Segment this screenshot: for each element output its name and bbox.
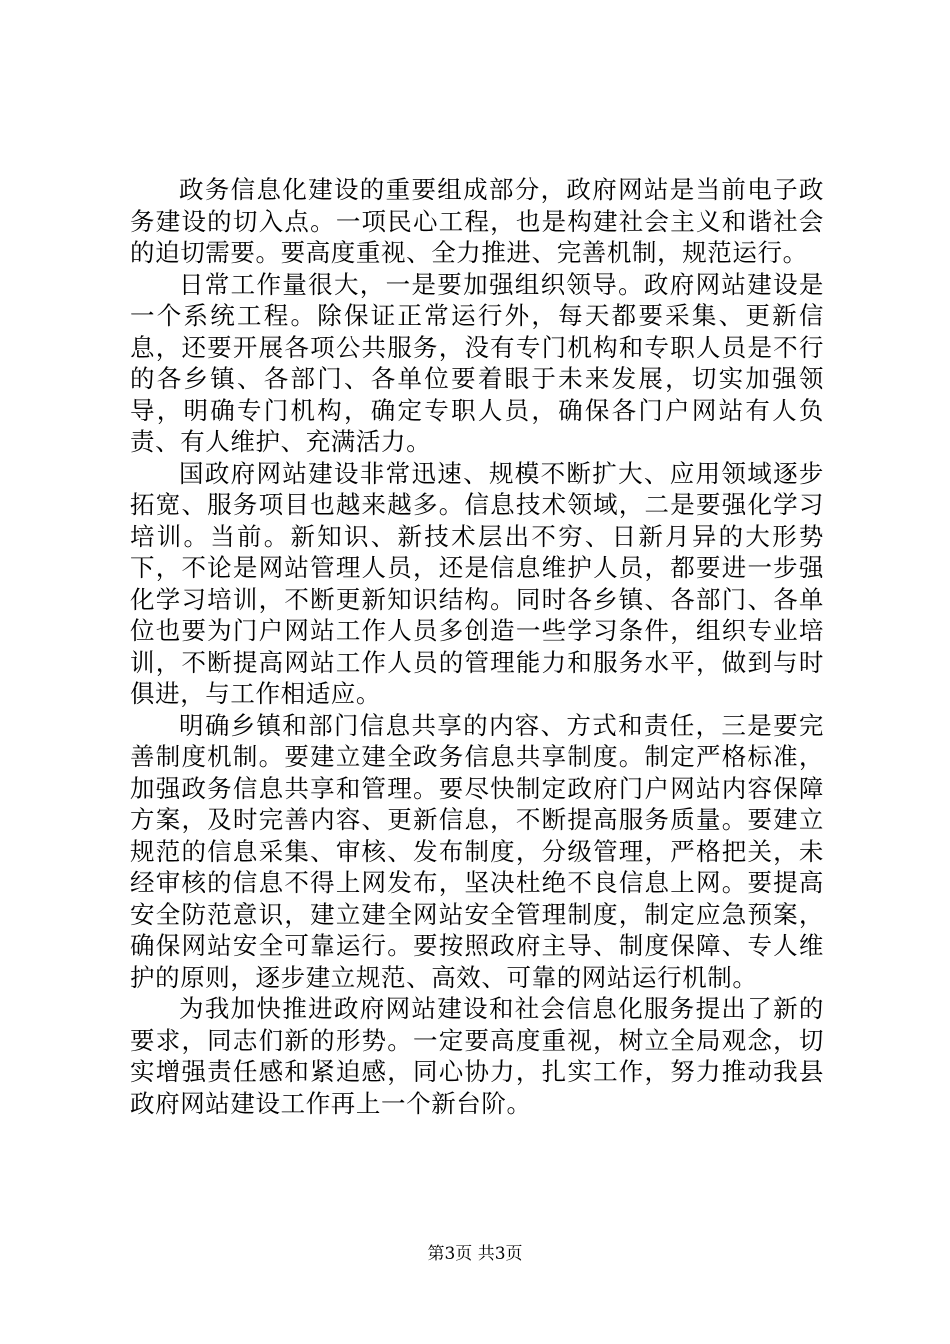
document-body xyxy=(130,174,824,1119)
paragraph-5: 为我加快推进政府网站建设和社会信息化服务提出了新的要求，同志们新的形势。一定要高度重视，树立全局观念，切实增强责任感和紧迫感，同心协力，扎实工作，努力推动我县政府网站建设工作再上一个新台阶。 xyxy=(130,994,824,1118)
paragraph-4: 明确乡镇和部门信息共享的内容、方式和责任，三是要完善制度机制。要建立建全政务信息共享制度。制定严格标准，加强政务信息共享和管理。要尽快制定政府门户网站内容保障方案，及时完善内容、更新信息，不断提高服务质量。要建立规范的信息采集、审核、发布制度，分级管理，严格把关，未经审核的信息不得上网发布，坚决杜绝不良信息上网。要提高安全防范意识，建立建全网站安全管理制度，制定应急预案，确保网站安全可靠运行。要按照政府主导、制度保障、专人维护的原则，逐步建立规范、高效、可靠的网站运行机制。 xyxy=(130,710,824,992)
page-footer xyxy=(0,1243,950,1265)
page-number-label: 第3页 共3页 xyxy=(427,1244,523,1264)
paragraph-1: 政务信息化建设的重要组成部分，政府网站是当前电子政务建设的切入点。一项民心工程，也是构建社会主义和谐社会的迫切需要。要高度重视、全力推进、完善机制，规范运行。 xyxy=(130,175,824,267)
paragraph-2: 日常工作量很大，一是要加强组织领导。政府网站建设是一个系统工程。除保证正常运行外，每天都要采集、更新信息，还要开展各项公共服务，没有专门机构和专职人员是不行的各乡镇、各部门、各单位要着眼于未来发展，切实加强领导，明确专门机构，确定专职人员，确保各门户网站有人负责、有人维护、充满活力。 xyxy=(130,269,824,456)
paragraph-3: 国政府网站建设非常迅速、规模不断扩大、应用领域逐步拓宽、服务项目也越来越多。信息技术领域，二是要强化学习培训。当前。新知识、新技术层出不穷、日新月异的大形势下，不论是网站管理人员，还是信息维护人员，都要进一步强化学习培训，不断更新知识结构。同时各乡镇、各部门、各单位也要为门户网站工作人员多创造一些学习条件，组织专业培训，不断提高网站工作人员的管理能力和服务水平，做到与时俱进，与工作相适应。 xyxy=(130,458,824,708)
